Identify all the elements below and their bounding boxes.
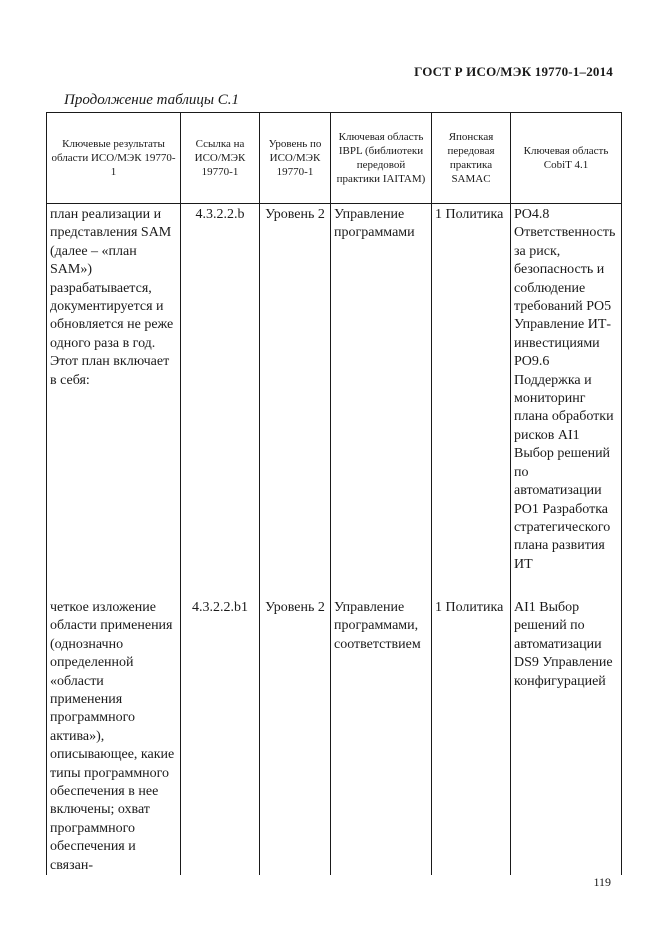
header-ibpl: Ключевая область IBPL (библиотеки передовой практики IAITAM) (331, 113, 432, 204)
cell-result: четкое изложение области применения (однозначно определенной «области применения программного актива»), описывающее, какие типы программного обеспечения в нее включены; охват программного обеспечения и связан- (47, 599, 181, 875)
header-key-results: Ключевые результаты области ИСО/МЭК 19770-1 (47, 113, 181, 204)
header-cobit: Ключевая область CobiT 4.1 (511, 113, 622, 204)
cell-cobit: PO4.8 Ответственность за риск, безопасность и соблюдение требований PO5 Управление ИТ-инвестициями PO9.6 Поддержка и мониторинг плана обработки рисков AI1 Выбор решений по автоматизации PO1 Разработка стратегического плана развития ИТ (511, 204, 622, 600)
cell-samac: 1 Политика (432, 204, 511, 600)
table-header-row (47, 113, 622, 204)
comparison-table (46, 112, 622, 875)
cell-reference: 4.3.2.2.b1 (181, 599, 260, 875)
cell-ibpl: Управление программами, соответствием (331, 599, 432, 875)
cell-cobit: AI1 Выбор решений по автоматизации DS9 Управление конфигурацией (511, 599, 622, 875)
table-caption: Продолжение таблицы С.1 (64, 92, 240, 108)
cell-ibpl: Управление программами (331, 204, 432, 600)
standard-header: ГОСТ Р ИСО/МЭК 19770-1–2014 (414, 64, 613, 79)
cell-reference: 4.3.2.2.b (181, 204, 260, 600)
header-level: Уровень по ИСО/МЭК 19770-1 (260, 113, 331, 204)
page-number: 119 (593, 875, 611, 889)
cell-level: Уровень 2 (260, 204, 331, 600)
cell-result: план реализации и представления SAM (далее – «план SAM») разрабатывается, документируется и обновляется не реже одного раза в год. Этот план включает в себя: (47, 204, 181, 600)
cell-samac: 1 Политика (432, 599, 511, 875)
cell-level: Уровень 2 (260, 599, 331, 875)
header-reference: Ссылка на ИСО/МЭК 19770-1 (181, 113, 260, 204)
table-row (47, 204, 622, 600)
table-row (47, 599, 622, 875)
header-samac: Японская передовая практика SAMAC (432, 113, 511, 204)
